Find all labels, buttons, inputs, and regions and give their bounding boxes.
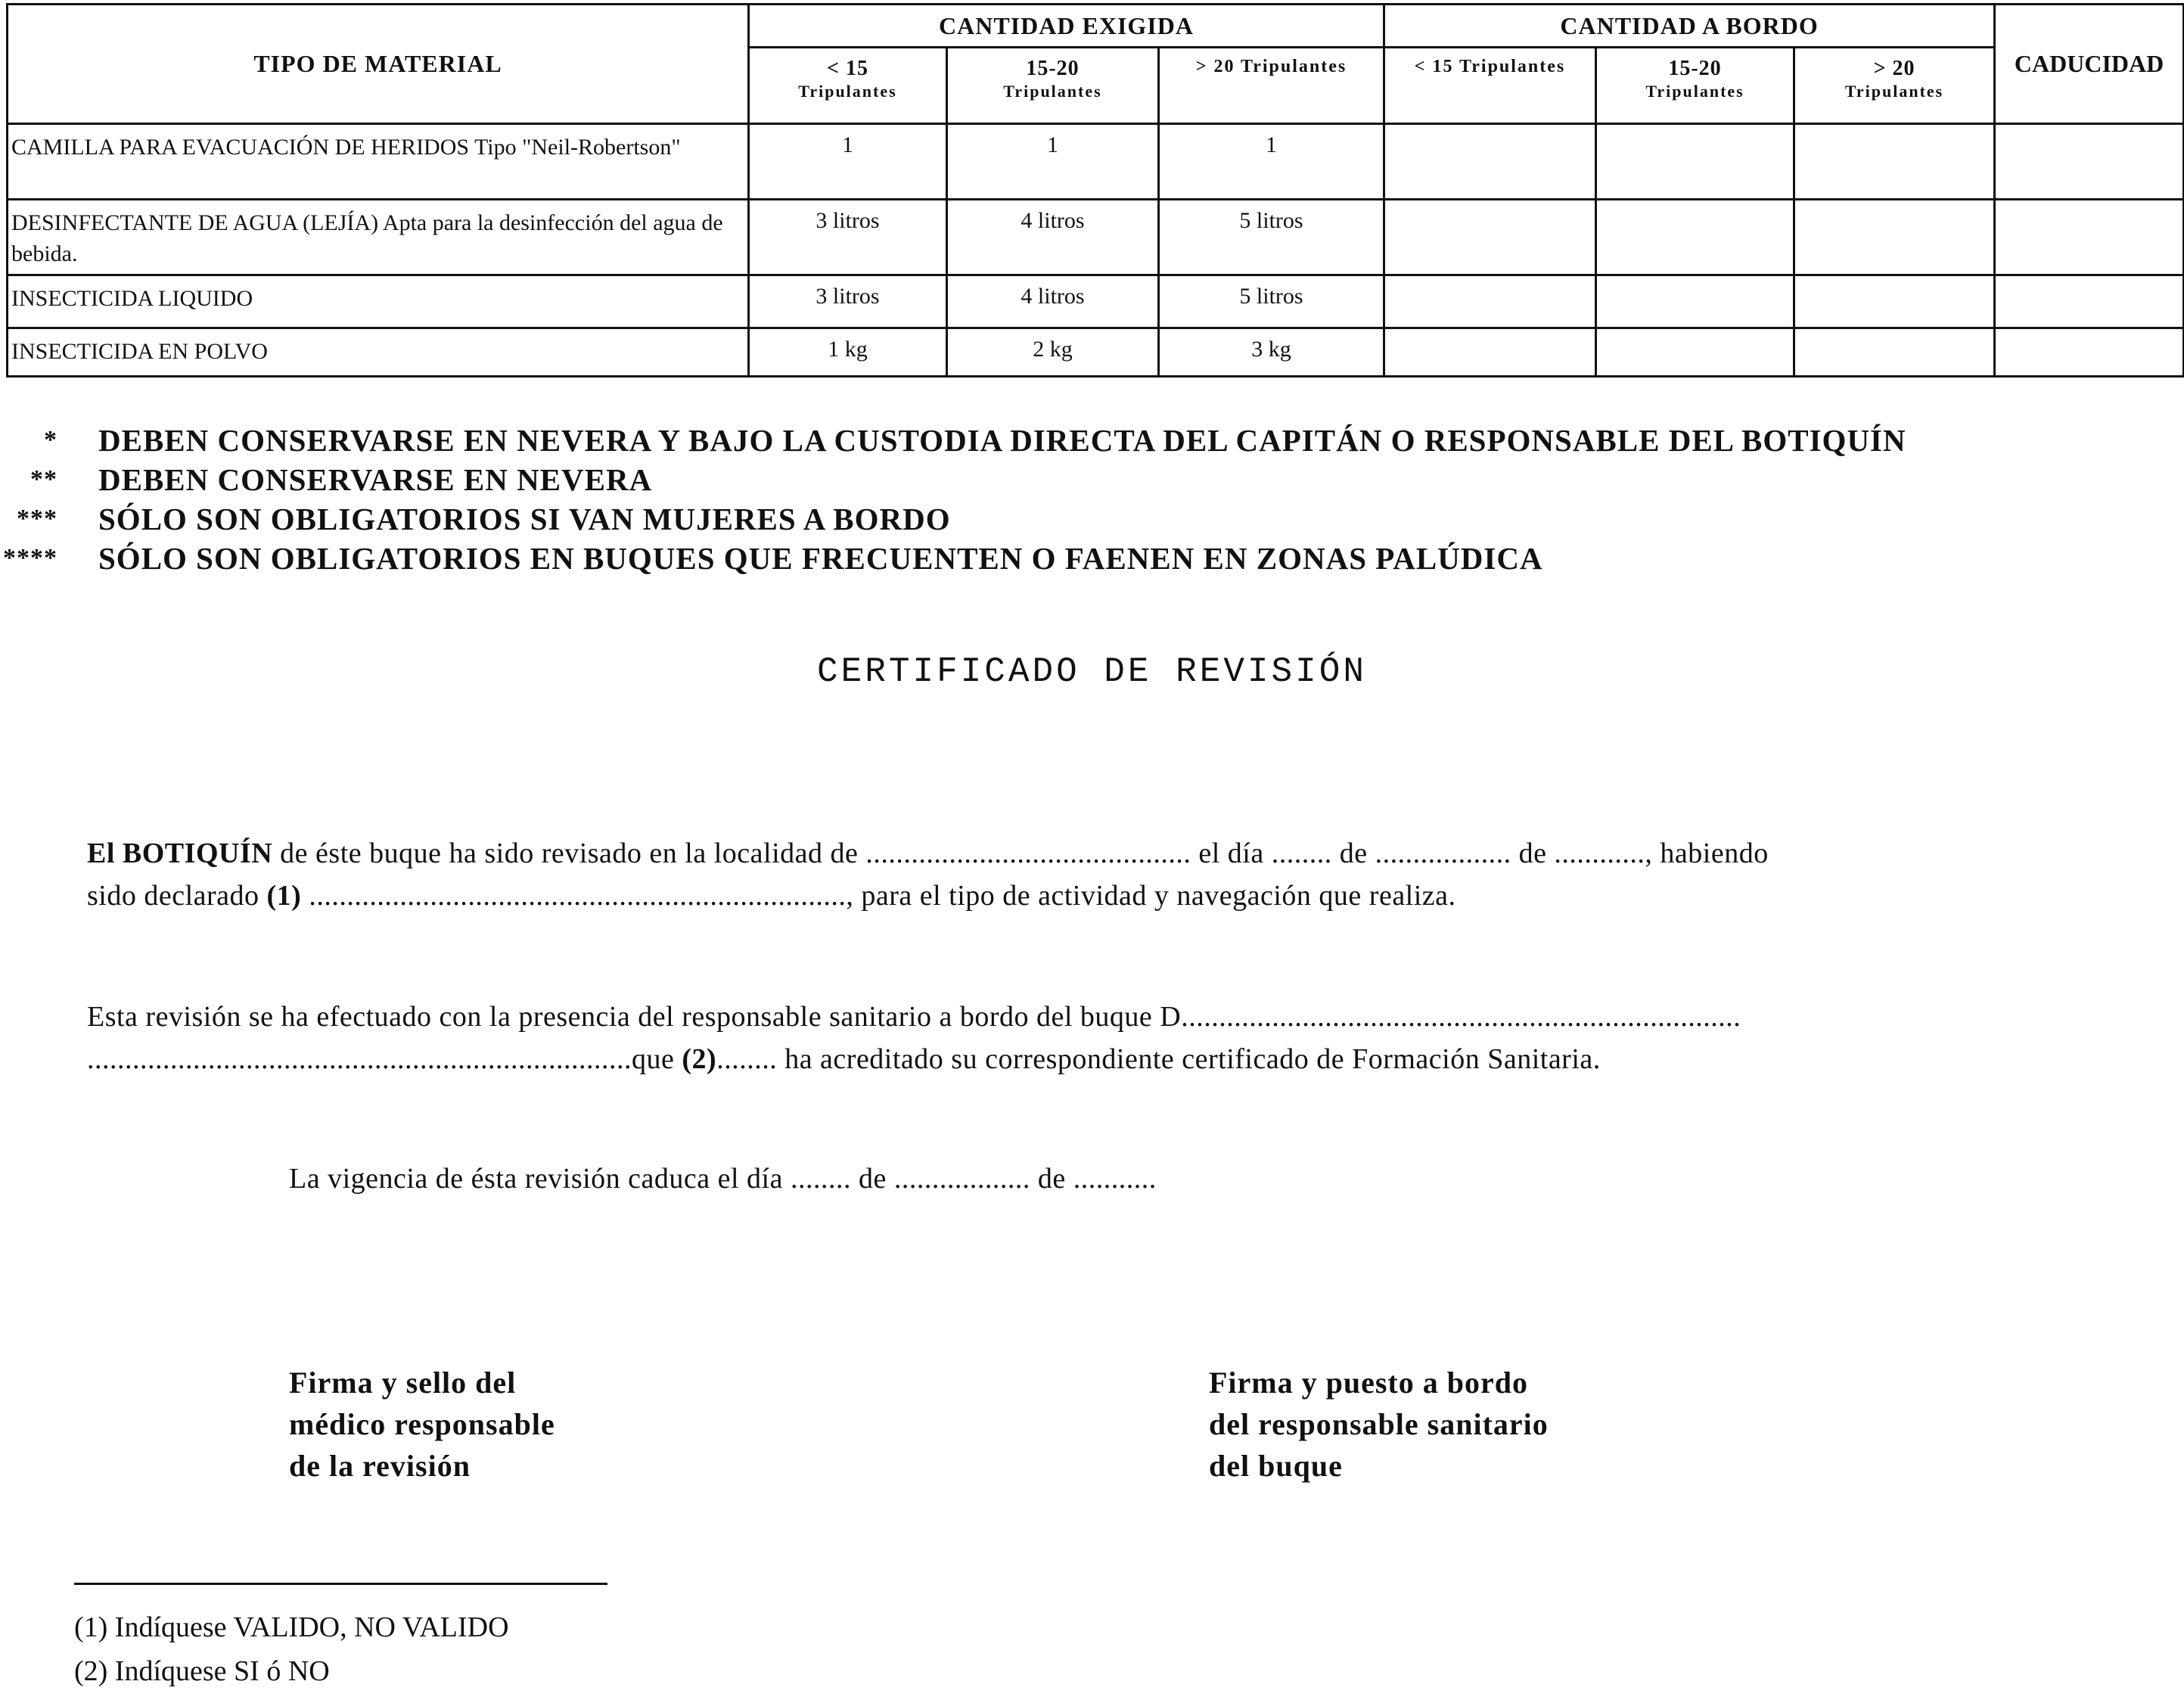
qty-cell: 1 [1159, 124, 1384, 200]
subheader-exigida-15-20: 15-20 Tripulantes [947, 48, 1159, 124]
header-tipo-material: TIPO DE MATERIAL [8, 5, 749, 124]
empty-cell [1384, 124, 1596, 200]
certificate-validity: La vigencia de ésta revisión caduca el día ........ de .................. de ........... [289, 1163, 1157, 1195]
footnote-divider [74, 1583, 607, 1585]
note-text: SÓLO SON OBLIGATORIOS SI VAN MUJERES A BORDO [98, 502, 951, 536]
subheader-exigida-lt15: < 15 Tripulantes [749, 48, 947, 124]
qty-cell: 4 litros [947, 275, 1159, 328]
qty-cell: 1 kg [749, 328, 947, 377]
qty-cell: 1 [947, 124, 1159, 200]
material-table [6, 3, 2184, 378]
subheader-bordo-gt20: > 20 Tripulantes [1794, 48, 1995, 124]
note-text: DEBEN CONSERVARSE EN NEVERA [98, 462, 653, 497]
empty-cell [1596, 275, 1794, 328]
empty-cell [1596, 124, 1794, 200]
footnote-1: (1) Indíquese VALIDO, NO VALIDO [74, 1611, 509, 1643]
header-caducidad: CADUCIDAD [1995, 5, 2184, 124]
qty-cell: 3 litros [749, 200, 947, 275]
certificate-paragraph-1: El BOTIQUÍN de éste buque ha sido revisado en la localidad de ........................................... el día ........ de .................. de ............, habiendo sido declarado (1) ......................................................................., para el tipo de actividad y navegación que realiza. [87, 837, 1769, 912]
empty-cell [1794, 328, 1995, 377]
note-text: DEBEN CONSERVARSE EN NEVERA Y BAJO LA CUSTODIA DIRECTA DEL CAPITÁN O RESPONSABLE DEL BOTIQUÍN [98, 423, 1906, 458]
asterisk-mark: *** [17, 505, 57, 533]
header-cantidad-exigida: CANTIDAD EXIGIDA [749, 5, 1384, 48]
empty-cell [1794, 275, 1995, 328]
qty-cell: 1 [749, 124, 947, 200]
empty-cell [1995, 124, 2184, 200]
empty-cell [1596, 200, 1794, 275]
empty-cell [1995, 275, 2184, 328]
table-row [8, 200, 2184, 275]
table-row [8, 124, 2184, 200]
ref-1: (1) [266, 880, 302, 912]
subheader-bordo-lt15: < 15 Tripulantes [1384, 48, 1596, 124]
table-row [8, 328, 2184, 377]
asterisk-mark: **** [3, 544, 57, 572]
qty-cell: 3 litros [749, 275, 947, 328]
header-cantidad-a-bordo: CANTIDAD A BORDO [1384, 5, 1995, 48]
signature-doctor: Firma y sello del médico responsable de la revisión [289, 1366, 555, 1483]
botiquin-label: El BOTIQUÍN [87, 837, 273, 869]
subheader-exigida-gt20: > 20 Tripulantes [1159, 48, 1384, 124]
empty-cell [1995, 328, 2184, 377]
subheader-bordo-15-20: 15-20 Tripulantes [1596, 48, 1794, 124]
qty-cell: 3 kg [1159, 328, 1384, 377]
footnote-2: (2) Indíquese SI ó NO [74, 1655, 330, 1687]
empty-cell [1794, 200, 1995, 275]
qty-cell: 2 kg [947, 328, 1159, 377]
empty-cell [1384, 328, 1596, 377]
table-row [8, 275, 2184, 328]
certificate-title: CERTIFICADO DE REVISIÓN [817, 652, 1367, 691]
empty-cell [1596, 328, 1794, 377]
empty-cell [1384, 200, 1596, 275]
qty-cell: 4 litros [947, 200, 1159, 275]
qty-cell: 5 litros [1159, 200, 1384, 275]
material-cell: INSECTICIDA LIQUIDO [8, 275, 749, 328]
material-cell: DESINFECTANTE DE AGUA (LEJÍA) Apta para la desinfección del agua de bebida. [8, 200, 749, 275]
certificate-paragraph-2: Esta revisión se ha efectuado con la presencia del responsable sanitario a bordo del buque D.......................................................................... ........................................................................que (2)........ ha acreditado su correspondiente certificado de Formación Sanitaria. [87, 1001, 1741, 1075]
asterisk-mark: ** [30, 465, 57, 493]
material-cell: CAMILLA PARA EVACUACIÓN DE HERIDOS Tipo "Neil-Robertson" [8, 124, 749, 200]
empty-cell [1995, 200, 2184, 275]
empty-cell [1384, 275, 1596, 328]
note-text: SÓLO SON OBLIGATORIOS EN BUQUES QUE FRECUENTEN O FAENEN EN ZONAS PALÚDICA [98, 541, 1543, 576]
ref-2: (2) [682, 1043, 717, 1075]
empty-cell [1794, 124, 1995, 200]
qty-cell: 5 litros [1159, 275, 1384, 328]
asterisk-mark: * [44, 426, 57, 454]
material-cell: INSECTICIDA EN POLVO [8, 328, 749, 377]
signature-sanitary-officer: Firma y puesto a bordo del responsable sanitario del buque [1209, 1366, 1549, 1483]
